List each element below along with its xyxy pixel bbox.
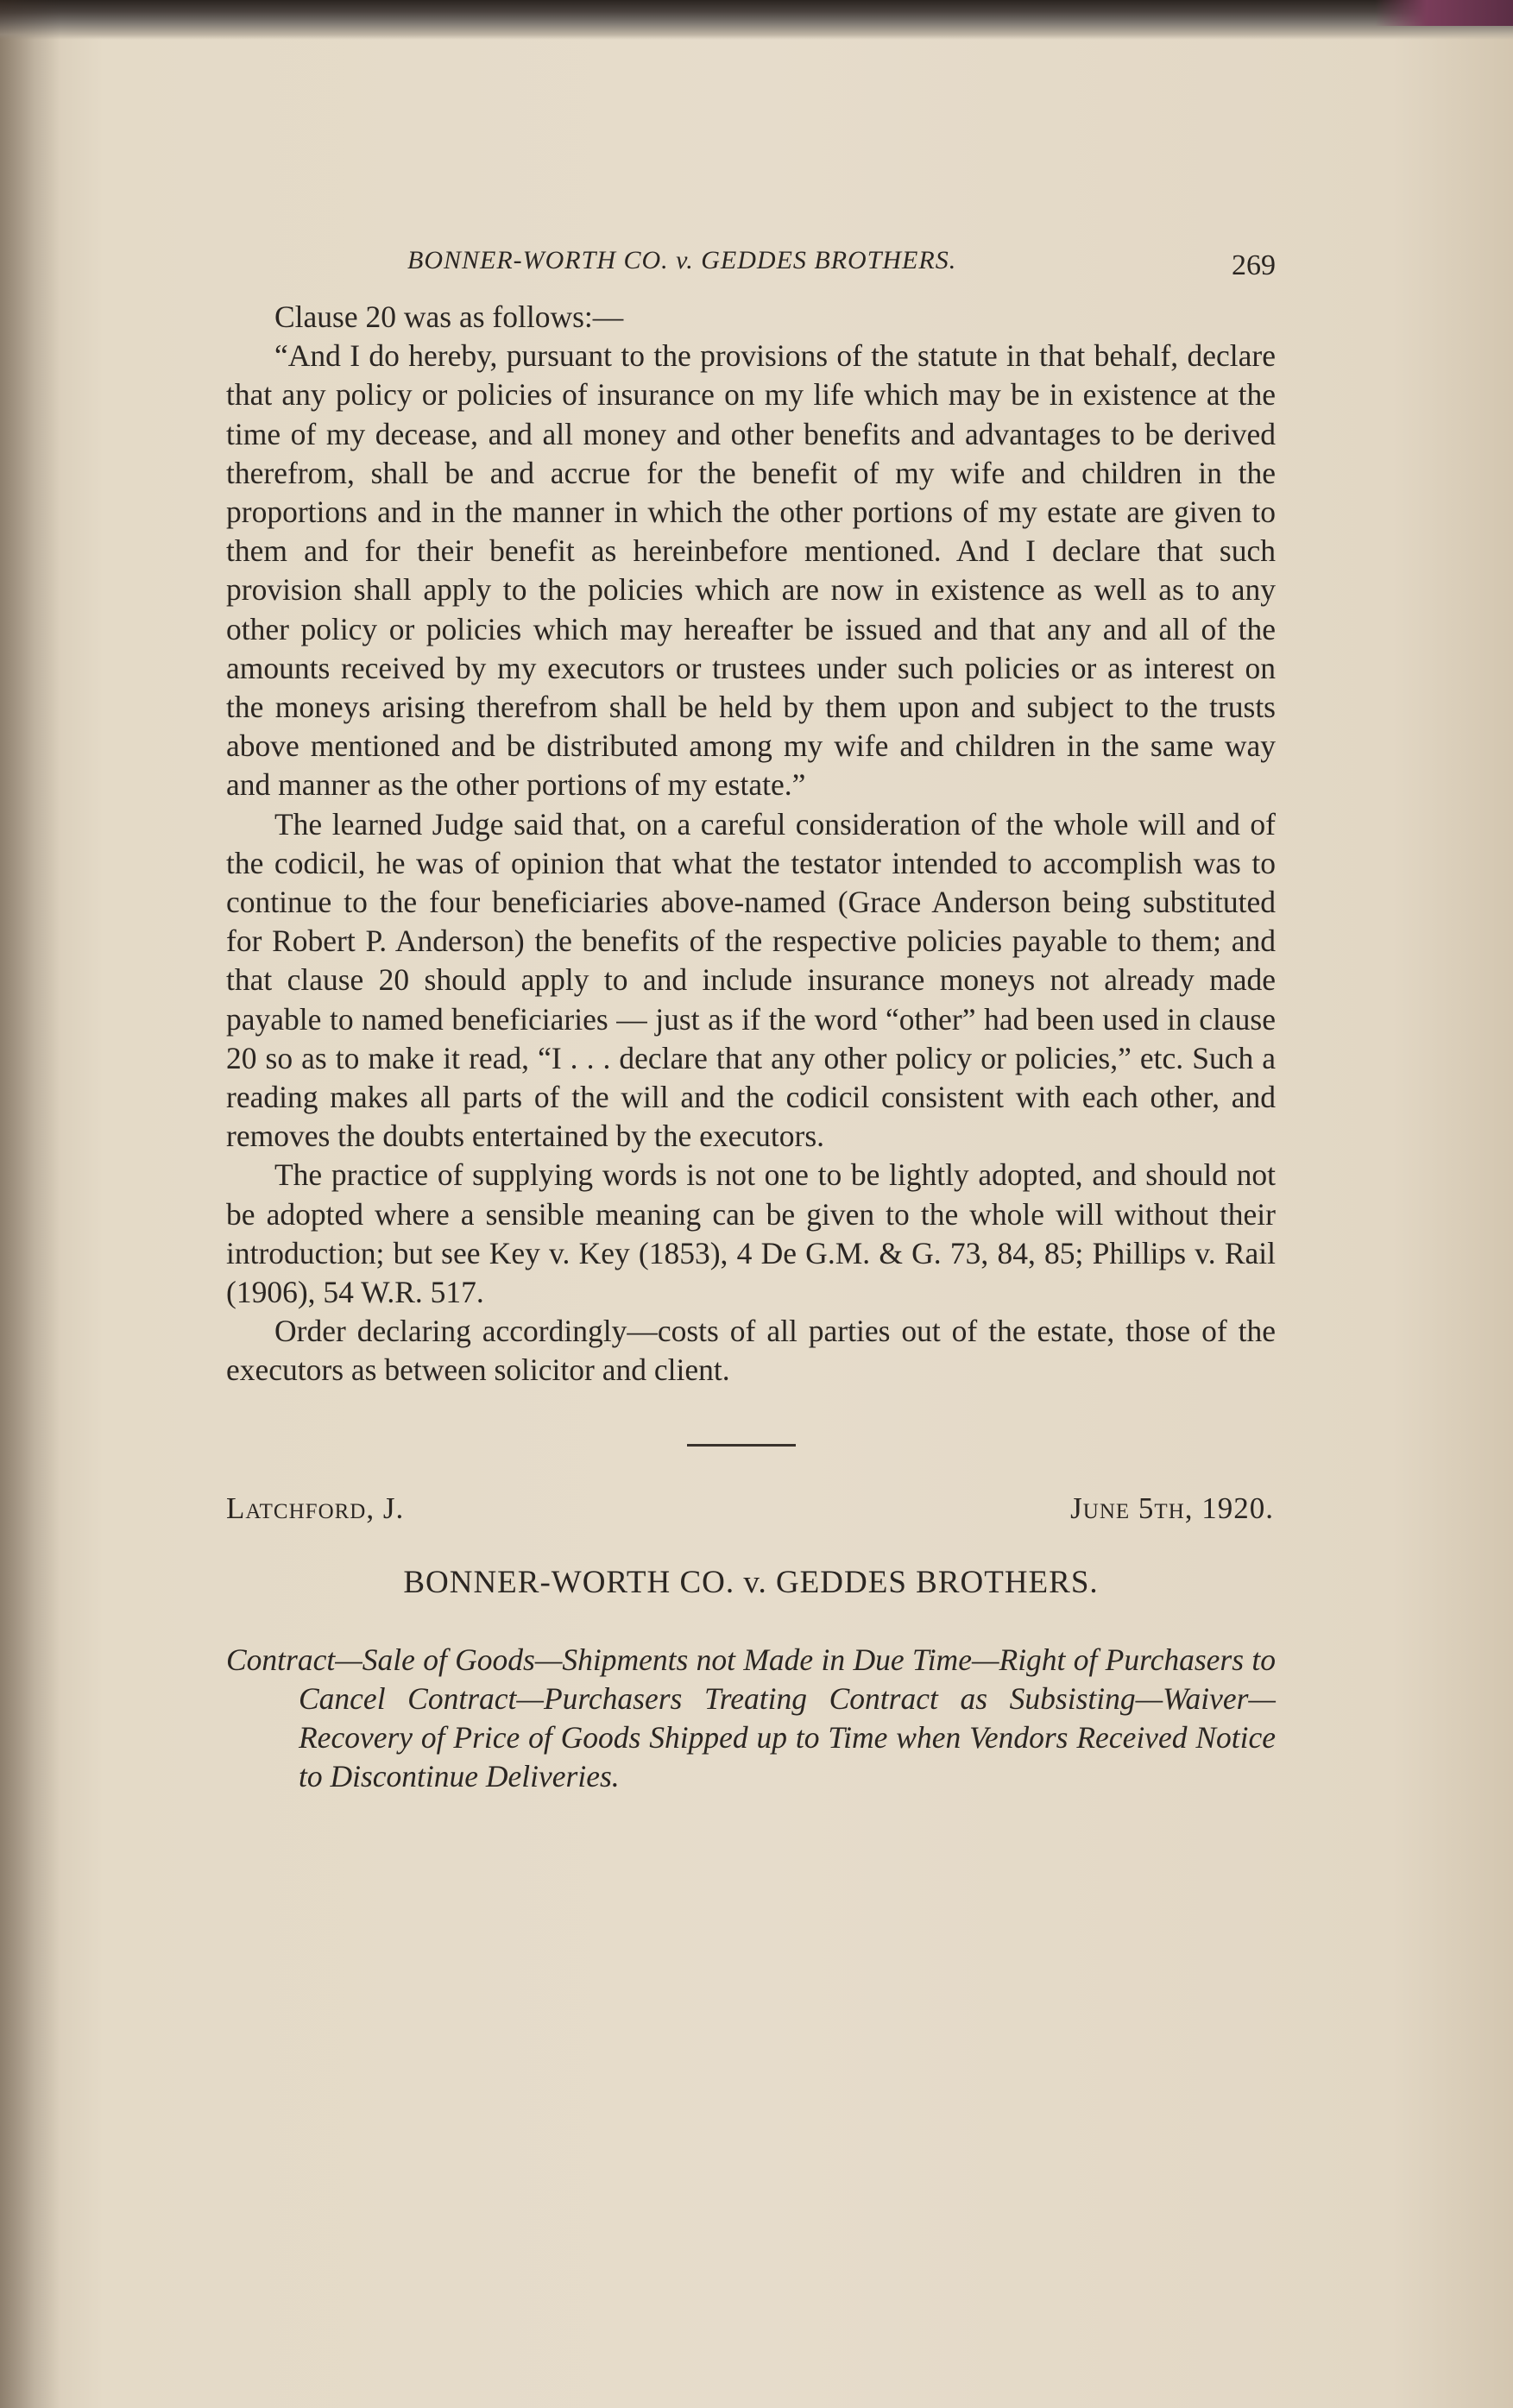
running-head — [226, 237, 1276, 298]
paragraph-practice: The practice of supplying words is not one to be lightly adopted, and should not be adopted where a sensible meaning can be given to the whole will without their introduction; but see Key v. Key (1853), 4 De G.M. & G. 73, 84, 85; Phillips v. Rail (1906), 54 W.R. 517. — [226, 1157, 1276, 1310]
body-text — [226, 298, 1276, 1390]
running-title: BONNER-WORTH CO. v. GEDDES BROTHERS. — [407, 246, 957, 274]
case-meta — [226, 1491, 1276, 1543]
page-top-edge — [0, 0, 1513, 40]
binding-shadow — [0, 0, 60, 2408]
case-title: BONNER-WORTH CO. v. GEDDES BROTHERS. — [403, 1564, 1099, 1600]
section-divider — [687, 1444, 796, 1447]
paragraph-clause-quote: “And I do hereby, pursuant to the provisions of the statute in that behalf, declare that any policy or policies of insurance on my life which may be in existence at the time of my decease, and all money and other benefits and advantages to be derived therefrom, shall be and accrue for the benefit of my wife and children in the proportions and in the manner in which the other portions of my estate are given to them and for their benefit as hereinbefore mentioned. And I declare that such provision shall apply to the policies which are now in existence as well as to any other policy or policies which may hereafter be issued and that any and all of the amounts received by my executors or trustees under such policies or as interest on the moneys arising therefrom shall be held by them upon and subject to the trusts above mentioned and be distributed among my wife and children in the same way and manner as the other portions of my estate.” — [226, 338, 1276, 803]
paragraph-clause-intro: Clause 20 was as follows:— — [274, 299, 624, 334]
page-content — [226, 237, 1276, 1797]
case-headnote: Contract—Sale of Goods—Shipments not Made in Due Time—Right of Purchasers to Cancel Contract—Purchasers Treating Contract as Subsisting—Waiver—Recovery of Price of Goods Shipped up to Time when Vendors Received Notice to Discontinue Deliveries. — [226, 1642, 1276, 1794]
paragraph-judgment: The learned Judge said that, on a careful consideration of the whole will and of the codicil, he was of opinion that what the testator intended to accomplish was to continue to the four beneficiaries above-named (Grace Anderson being substituted for Robert P. Anderson) the benefits of the respective policies payable to them; and that clause 20 should apply to and include insurance moneys not already made payable to named beneficiaries — just as if the word “other” had been used in clause 20 so as to make it read, “I . . . declare that any other policy or policies,” etc. Such a reading makes all parts of the will and the codicil consistent with each other, and removes the doubts entertained by the executors. — [226, 806, 1276, 1154]
page-number: 269 — [1232, 249, 1276, 281]
paragraph-order: Order declaring accordingly—costs of all parties out of the estate, those of the executors as between solicitor and client. — [226, 1314, 1276, 1388]
case-date: June 5th, 1920. — [1070, 1491, 1274, 1525]
judge-name: Latchford, J. — [226, 1491, 405, 1525]
